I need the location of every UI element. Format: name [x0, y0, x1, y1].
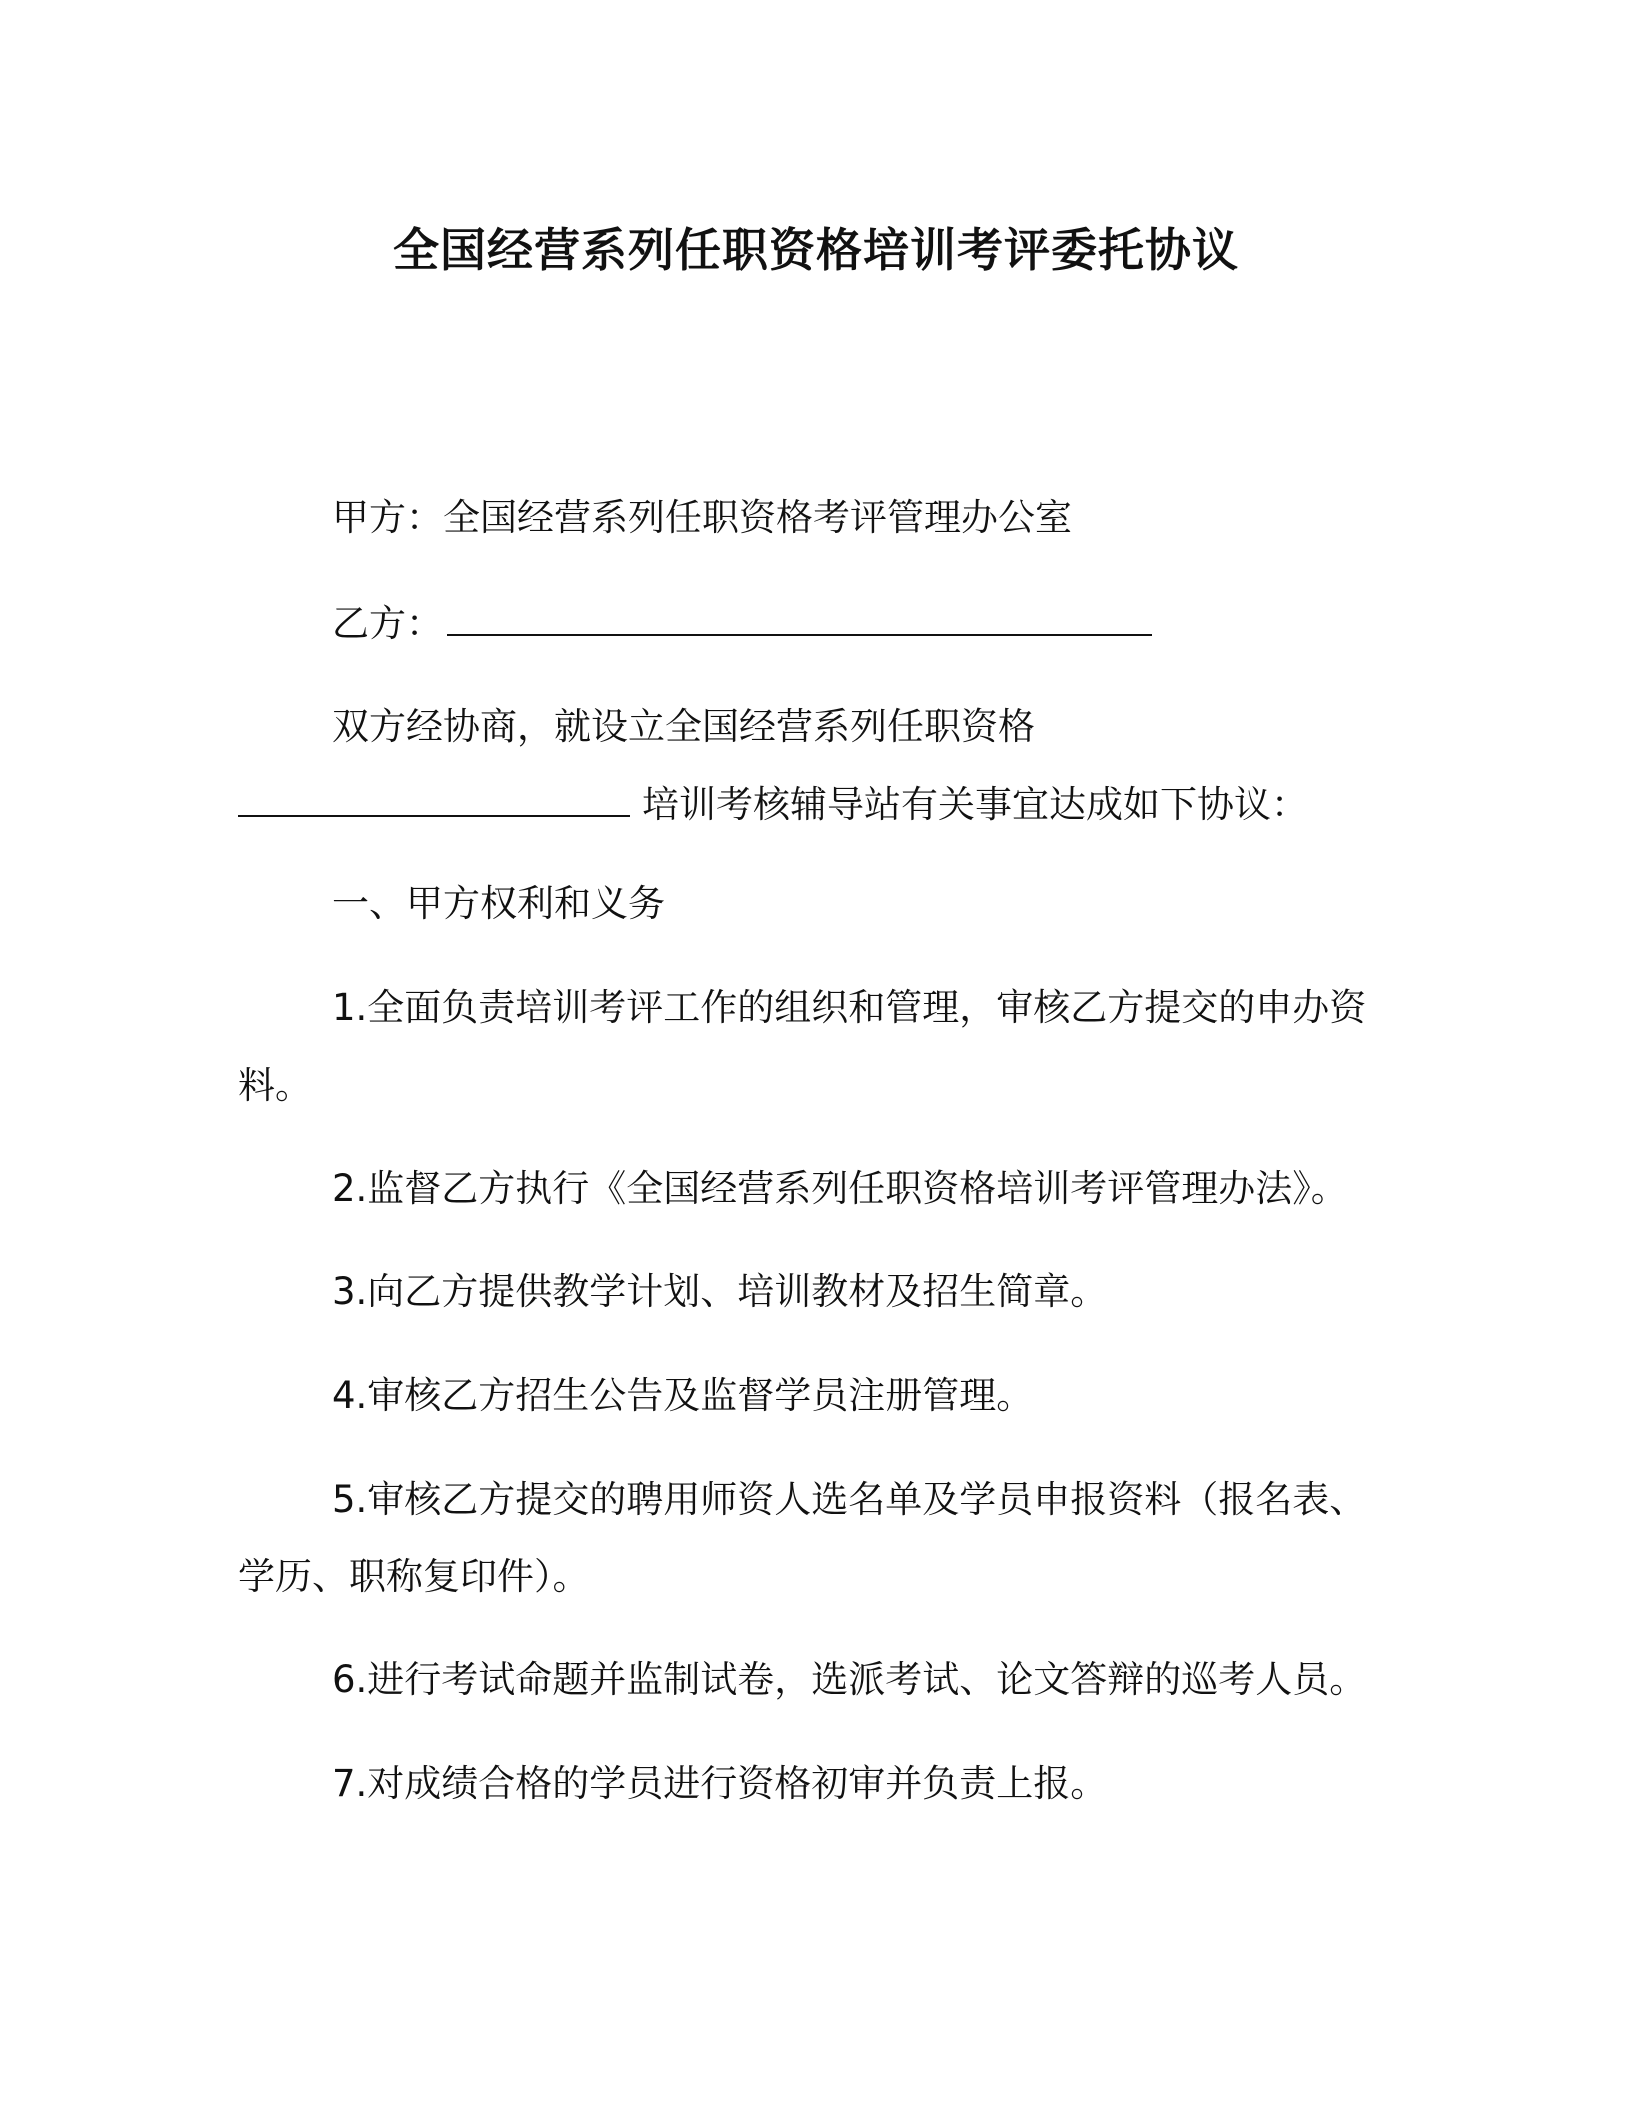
item-4: 4.审核乙方招生公告及监督学员注册管理。 — [332, 1374, 1034, 1417]
party-b-label: 乙方： — [332, 602, 443, 645]
party-b-line — [332, 600, 1152, 648]
item-1-line-1: 1.全面负责培训考评工作的组织和管理，审核乙方提交的申办资 — [332, 986, 1367, 1029]
intro-line-1: 双方经协商，就设立全国经营系列任职资格 — [332, 705, 1035, 748]
item-5-line-1: 5.审核乙方提交的聘用师资人选名单及学员申报资料（报名表、 — [332, 1478, 1367, 1521]
item-7: 7.对成绩合格的学员进行资格初审并负责上报。 — [332, 1762, 1108, 1805]
intro-line-2-text: 培训考核辅导站有关事宜达成如下协议： — [642, 783, 1308, 826]
section-heading: 一、甲方权利和义务 — [332, 882, 665, 925]
party-a-label: 甲方： — [332, 496, 443, 539]
intro-line-2 — [238, 781, 1308, 829]
item-5-line-2: 学历、职称复印件）。 — [238, 1555, 590, 1598]
party-a-line — [332, 494, 1072, 542]
document-title: 全国经营系列任职资格培训考评委托协议 — [393, 223, 1239, 277]
item-6: 6.进行考试命题并监制试卷，选派考试、论文答辩的巡考人员。 — [332, 1658, 1367, 1701]
party-b-blank — [447, 604, 1152, 636]
site-name-blank — [238, 785, 630, 817]
item-1-line-2: 料。 — [238, 1064, 312, 1107]
party-a-value: 全国经营系列任职资格考评管理办公室 — [443, 496, 1072, 539]
item-3: 3.向乙方提供教学计划、培训教材及招生简章。 — [332, 1270, 1108, 1313]
item-2: 2.监督乙方执行《全国经营系列任职资格培训考评管理办法》。 — [332, 1167, 1348, 1210]
